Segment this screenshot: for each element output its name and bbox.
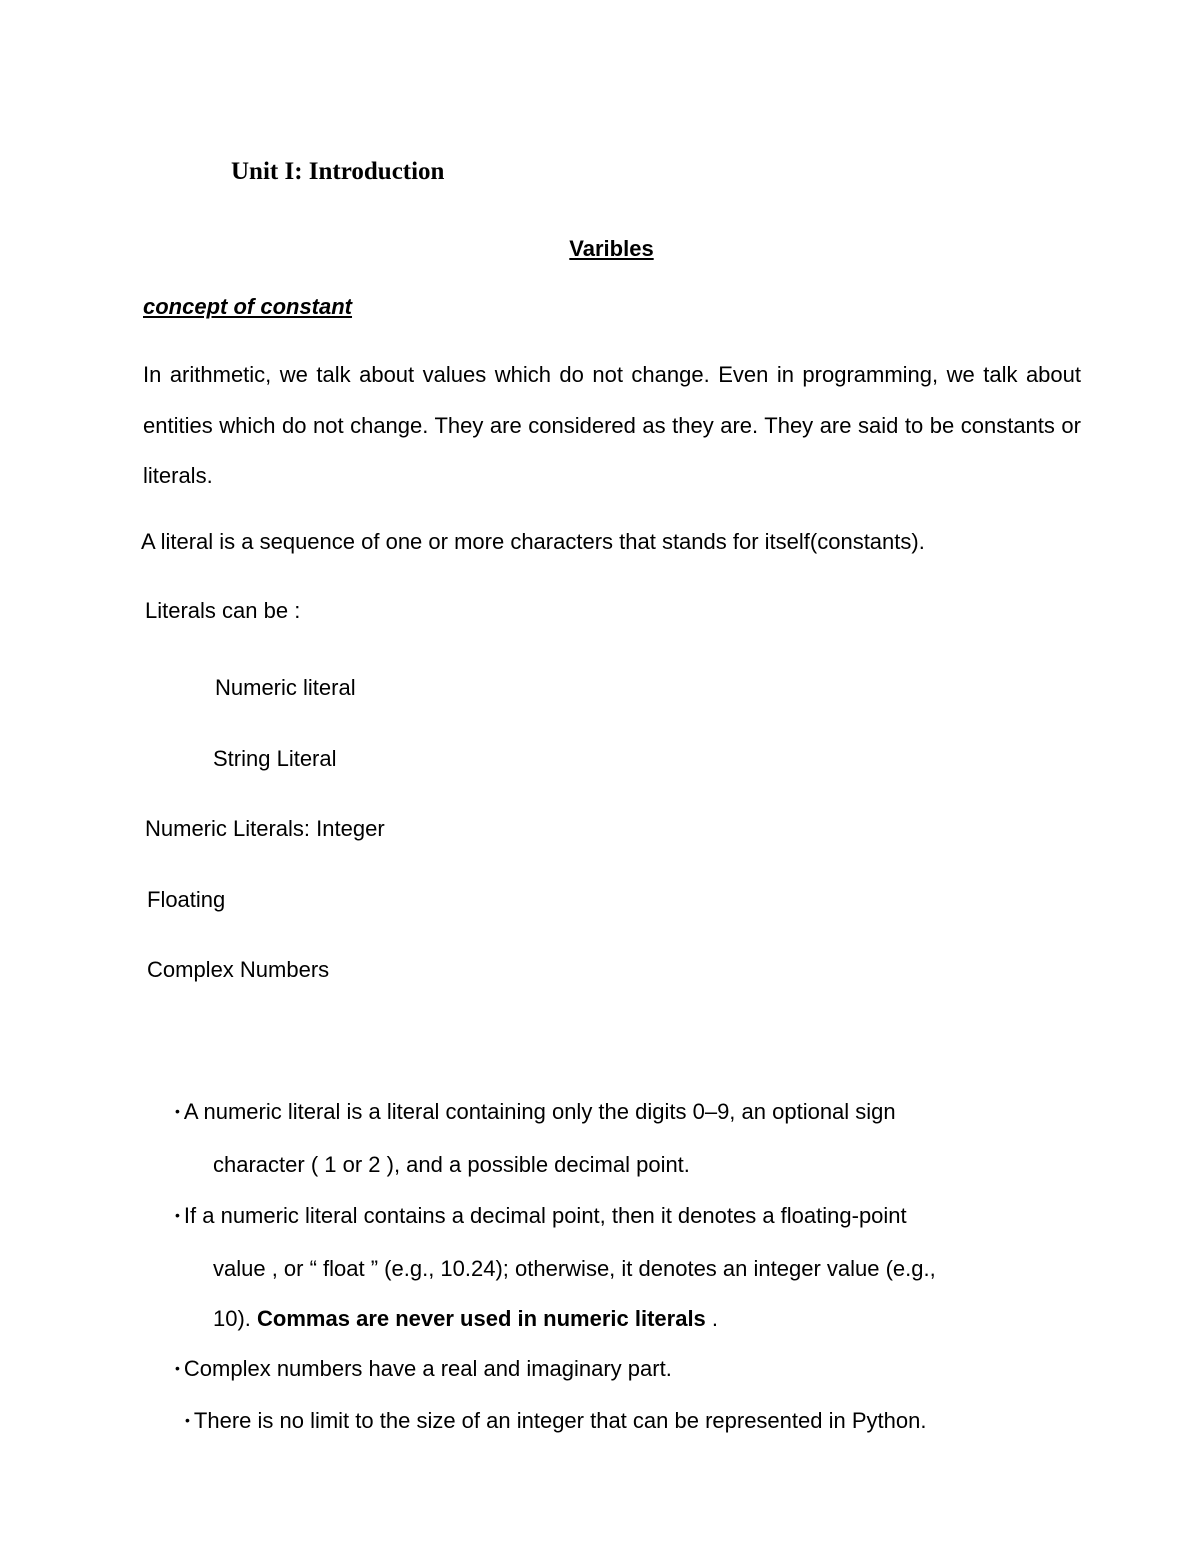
bullet-dot: • — [175, 1360, 180, 1376]
bullet-dot: • — [185, 1412, 190, 1428]
bullet-2-line-3 — [175, 1294, 1081, 1345]
section-heading: concept of constant — [143, 294, 353, 319]
literal-definition: A literal is a sequence of one or more characters that stands for itself(constants). — [141, 529, 925, 554]
literal-type-string: String Literal — [213, 746, 337, 771]
floating-line: Floating — [147, 887, 226, 912]
bullet-2-bold-note: Commas are never used in numeric literals — [257, 1306, 706, 1331]
bullet-2-line-3-end: . — [711, 1306, 719, 1331]
bullet-3-text: Complex numbers have a real and imaginary part. — [183, 1356, 672, 1381]
intro-paragraph: In arithmetic, we talk about values which do not change. Even in programming, we talk about entities which do not change. They are considered as they are. They are said to be constants or literals. — [143, 362, 1081, 488]
bullet-dot: • — [175, 1207, 180, 1223]
bullet-item-4 — [185, 1396, 926, 1449]
bullet-4-text: There is no limit to the size of an integer that can be represented in Python. — [193, 1408, 927, 1433]
bullet-1-line-2: character ( 1 or 2 ), and a possible decimal point. — [213, 1151, 690, 1177]
bullet-dot: • — [175, 1103, 180, 1119]
bullet-2-line-2: value , or “ float ” (e.g., 10.24); otherwise, it denotes an integer value (e.g., — [213, 1255, 936, 1281]
bullet-1-line-1: A numeric literal is a literal containing only the digits 0–9, an optional sign — [183, 1099, 896, 1124]
literals-can-be: Literals can be : — [145, 598, 301, 623]
complex-numbers-line: Complex Numbers — [147, 957, 330, 982]
main-heading: Varibles — [569, 236, 654, 261]
bullet-item-1 — [175, 1087, 1025, 1190]
bullet-item-2 — [175, 1191, 1081, 1345]
bullet-item-3 — [175, 1344, 672, 1397]
numeric-literals-line: Numeric Literals: Integer — [145, 816, 385, 841]
unit-title: Unit I: Introduction — [231, 158, 445, 185]
literal-type-numeric: Numeric literal — [215, 675, 356, 700]
bullet-2-line-3-start: 10). — [213, 1306, 251, 1331]
bullet-2-line-1: If a numeric literal contains a decimal point, then it denotes a floating-point — [183, 1203, 907, 1228]
